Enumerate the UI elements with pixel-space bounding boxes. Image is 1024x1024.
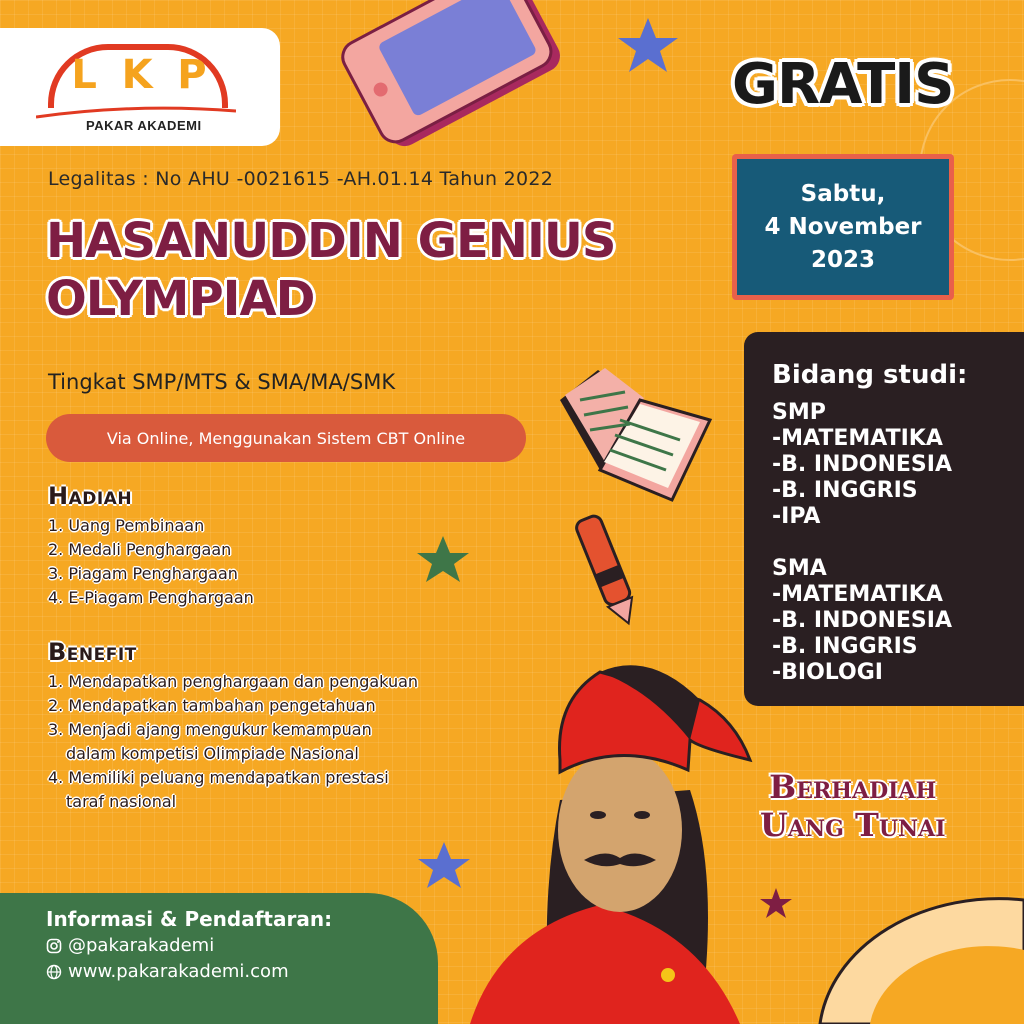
date-line: 4 November [764, 213, 922, 240]
subject-item: -B. INDONESIA [772, 452, 952, 477]
subject-item: -IPA [772, 504, 821, 529]
list-item: 1. Uang Pembinaan [48, 516, 205, 535]
hadiah-section [48, 482, 254, 610]
title-line: HASANUDDIN GENIUS [46, 213, 616, 269]
logo-subtitle: PAKAR AKADEMI [86, 118, 202, 133]
bidang-studi-panel [744, 332, 1024, 706]
list-item: 4. Memiliki peluang mendapatkan prestasi [48, 768, 389, 787]
date-line: 2023 [810, 246, 875, 273]
list-item: 2. Medali Penghargaan [48, 540, 232, 559]
title-line: OLYMPIAD [46, 271, 315, 327]
logo-letter: K [121, 52, 155, 98]
instagram-handle[interactable]: @pakarakademi [68, 935, 215, 956]
hadiah-heading: Hadiah [48, 482, 133, 510]
level-label: SMP [772, 400, 826, 425]
benefit-list [48, 670, 418, 814]
legalitas-text: Legalitas : No AHU -0021615 -AH.01.14 Tahun 2022 [48, 168, 554, 190]
subject-item: -B. INGGRIS [772, 478, 918, 503]
benefit-section [48, 638, 418, 814]
website-row[interactable] [46, 961, 289, 982]
list-item: 4. E-Piagam Penghargaan [48, 588, 254, 607]
pen-icon [574, 514, 640, 629]
berhadiah-label [760, 768, 945, 844]
date-box [732, 154, 954, 300]
subject-item: -MATEMATIKA [772, 426, 943, 451]
phone-icon [337, 0, 565, 155]
tingkat-text: Tingkat SMP/MTS & SMA/MA/SMK [48, 370, 396, 394]
logo-letters [60, 52, 220, 98]
logo-letter: P [177, 52, 209, 98]
list-item: taraf nasional [66, 792, 177, 811]
list-item: 3. Menjadi ajang mengukur kemampuan [48, 720, 372, 739]
instagram-icon [46, 938, 62, 954]
star-icon [417, 536, 469, 582]
date-line: Sabtu, [800, 180, 886, 207]
open-book-icon [560, 368, 710, 500]
logo-swoosh [36, 103, 236, 119]
footer-info [0, 893, 438, 1024]
hadiah-list [48, 514, 254, 610]
page-title [46, 212, 615, 328]
hero-portrait [470, 665, 750, 1024]
instagram-row[interactable] [46, 935, 214, 956]
logo-letter: L [71, 52, 99, 98]
berhadiah-line: Berhadiah [769, 768, 937, 806]
gratis-label: GRATIS [732, 52, 954, 117]
level-label: SMA [772, 556, 827, 581]
star-icon [760, 888, 792, 918]
list-item: dalam kompetisi Olimpiade Nasional [66, 744, 359, 763]
subject-item: -MATEMATIKA [772, 582, 943, 607]
via-online-badge: Via Online, Menggunakan Sistem CBT Online [46, 414, 526, 462]
benefit-heading: Benefit [48, 638, 137, 666]
subject-item: -B. INGGRIS [772, 634, 918, 659]
footer-title: Informasi & Pendaftaran: [46, 907, 333, 931]
list-item: 2. Mendapatkan tambahan pengetahuan [48, 696, 376, 715]
bidang-list [772, 400, 952, 686]
subject-item: -B. INDONESIA [772, 608, 952, 633]
subject-item: -BIOLOGI [772, 660, 883, 685]
list-item: 1. Mendapatkan penghargaan dan pengakuan [48, 672, 419, 691]
list-item: 3. Piagam Penghargaan [48, 564, 238, 583]
star-icon [618, 18, 678, 72]
berhadiah-line: Uang Tunai [760, 806, 946, 844]
globe-icon [46, 964, 62, 980]
protractor-icon [820, 899, 1024, 1024]
bidang-title: Bidang studi: [772, 360, 968, 390]
star-icon [418, 842, 470, 888]
website-link[interactable]: www.pakarakademi.com [68, 961, 289, 982]
